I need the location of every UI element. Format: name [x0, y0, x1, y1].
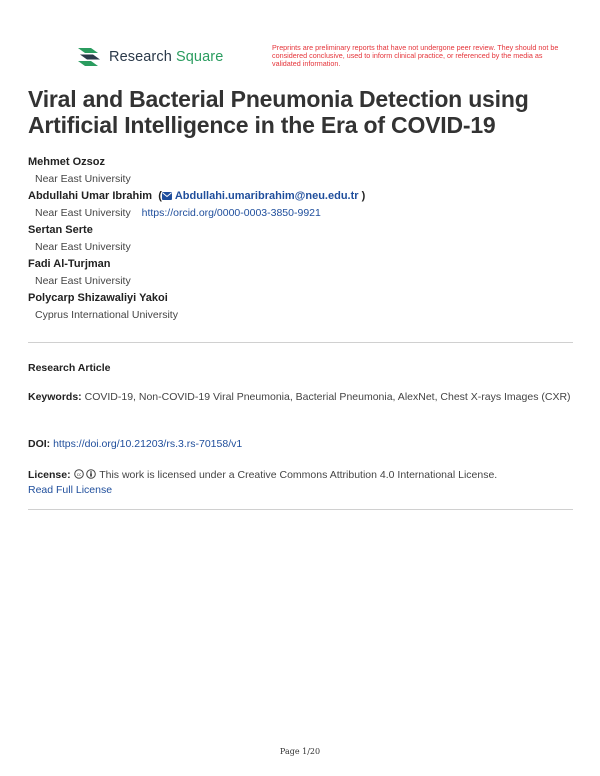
- doi: DOI: https://doi.org/10.21203/rs.3.rs-70158/v1: [28, 438, 243, 450]
- author-affiliation: Near East University: [35, 275, 131, 287]
- keywords: Keywords: COVID-19, Non-COVID-19 Viral Pneumonia, Bacterial Pneumonia, AlexNet, Chest X-rays Images (CXR): [28, 391, 571, 403]
- logo-text: Research Square: [109, 49, 224, 65]
- article-type: Research Article: [28, 362, 111, 374]
- divider: [28, 509, 573, 510]
- divider: [28, 342, 573, 343]
- envelope-icon: [162, 192, 172, 200]
- license: License: cc This work is licensed under a Creative Commons Attribution 4.0 International License. Read Full License: [28, 469, 498, 496]
- author-name: Mehmet Ozsoz: [28, 156, 106, 168]
- author-affiliation: Near East University: [35, 173, 131, 185]
- preprint-disclaimer: Preprints are preliminary reports that have not undergone peer review. They should not be considered conclusive, used to inform clinical practice, or referenced by the media as validated information.: [272, 43, 559, 69]
- read-full-license-link[interactable]: Read Full License: [28, 484, 113, 496]
- author-name: Fadi Al-Turjman: [28, 258, 111, 270]
- research-square-logo-icon: [76, 46, 102, 68]
- author-affiliation: Near East University https://orcid.org/0000-0003-3850-9921: [35, 207, 321, 219]
- author-affiliation: Cyprus International University: [35, 309, 178, 321]
- page-header: [0, 0, 600, 80]
- doi-link[interactable]: https://doi.org/10.21203/rs.3.rs-70158/v1: [53, 438, 243, 450]
- paper-title: Viral and Bacterial Pneumonia Detection using Artificial Intelligence in the Era of COVID-19: [28, 86, 529, 138]
- author-name: Polycarp Shizawaliyi Yakoi: [28, 292, 168, 304]
- author-name: Abdullahi Umar Ibrahim ( Abdullahi.umaribrahim@neu.edu.tr ): [28, 190, 366, 202]
- creative-commons-icon: [74, 469, 84, 479]
- author-list: [28, 154, 576, 324]
- page-number: Page 1/20: [279, 747, 321, 756]
- author-affiliation: Near East University: [35, 241, 131, 253]
- svg-text:cc: cc: [76, 471, 81, 477]
- attribution-icon: [86, 469, 96, 479]
- author-email-link[interactable]: Abdullahi.umaribrahim@neu.edu.tr: [162, 190, 359, 202]
- orcid-link[interactable]: https://orcid.org/0000-0003-3850-9921: [141, 207, 321, 219]
- research-square-logo[interactable]: [76, 46, 223, 68]
- author-name: Sertan Serte: [28, 224, 93, 236]
